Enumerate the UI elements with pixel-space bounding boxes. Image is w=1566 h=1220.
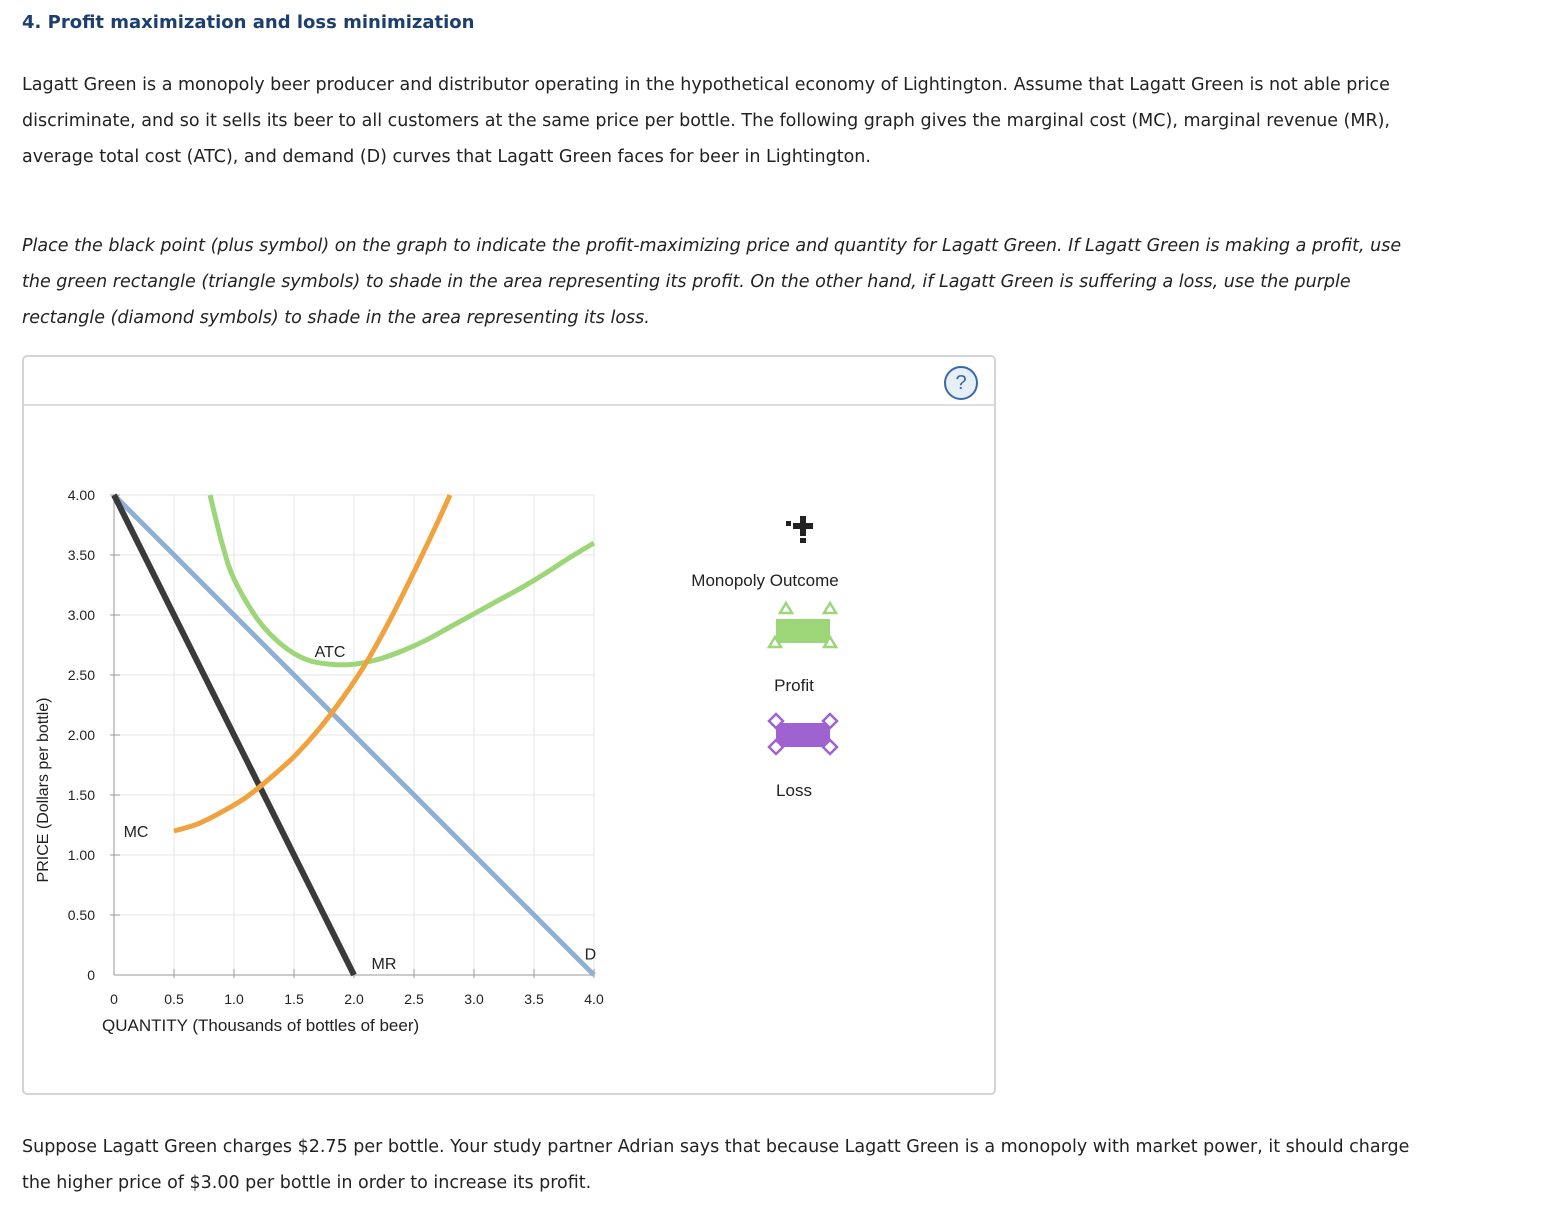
y-tick-label: 2.00 <box>67 727 95 743</box>
y-tick-label: 0 <box>87 967 95 983</box>
loss-rectangle-swatch <box>776 723 830 747</box>
x-tick-label: 0 <box>110 991 118 1007</box>
loss-rectangle-tool[interactable] <box>769 714 837 754</box>
curve-label-mc: MC <box>123 824 149 841</box>
y-tick-label: 1.00 <box>67 847 95 863</box>
triangle-icon <box>824 603 836 613</box>
profit-rectangle-swatch <box>776 619 830 643</box>
followup-paragraph: Suppose Lagatt Green charges $2.75 per bottle. Your study partner Adrian says that because Lagatt Green is a monopoly with market power, it should charge the higher price of $3.00 per bottle in order to increase its profit. <box>22 1137 1410 1193</box>
x-tick-label: 3.5 <box>524 991 544 1007</box>
plus-icon <box>793 516 813 536</box>
y-tick-label: 4.00 <box>67 487 95 503</box>
x-tick-label: 2.5 <box>404 991 424 1007</box>
series-atc-curve <box>210 495 594 665</box>
dot-icon <box>786 521 791 526</box>
curve-label-mr: MR <box>371 956 397 973</box>
x-tick-label: 3.0 <box>464 991 484 1007</box>
profit-rectangle-tool[interactable] <box>769 603 836 647</box>
triangle-icon <box>780 603 792 613</box>
curve-label-atc: ATC <box>314 644 346 661</box>
y-tick-label: 3.00 <box>67 607 95 623</box>
profit-label: Profit <box>774 676 814 695</box>
help-icon[interactable]: ? <box>944 366 978 400</box>
x-tick-label: 0.5 <box>164 991 184 1007</box>
x-axis-label: QUANTITY (Thousands of bottles of beer) <box>102 1016 420 1035</box>
curve-label-d: D <box>584 946 597 964</box>
y-tick-label: 2.50 <box>67 667 95 683</box>
x-tick-label: 2.0 <box>344 991 364 1007</box>
curve-labels <box>124 644 597 973</box>
dot-icon <box>800 538 806 543</box>
x-tick-label: 4.0 <box>584 991 604 1007</box>
monopoly-outcome-label: Monopoly Outcome <box>691 571 839 590</box>
monopoly-outcome-tool[interactable] <box>786 516 813 543</box>
loss-label: Loss <box>776 781 812 800</box>
question-title: 4. Profit maximization and loss minimization <box>22 12 475 33</box>
y-tick-label: 1.50 <box>67 787 95 803</box>
y-axis-label: PRICE (Dollars per bottle) <box>35 697 52 883</box>
y-tick-label: 3.50 <box>67 547 95 563</box>
x-tick-label: 1.0 <box>224 991 244 1007</box>
intro-paragraph: Lagatt Green is a monopoly beer producer and distributor operating in the hypothetical economy of Lightington. Assume that Lagatt Green is not able price discriminate, and so it sells its beer to all customers at the same price per bottle. The following graph gives the marginal cost (MC), marginal revenue (MR), average total cost (ATC), and demand (D) curves that Lagatt Green faces for beer in Lightington. <box>22 75 1390 167</box>
x-tick-label: 1.5 <box>284 991 304 1007</box>
y-tick-label: 0.50 <box>67 907 95 923</box>
instructions-paragraph: Place the black point (plus symbol) on the graph to indicate the profit-maximizing price and quantity for Lagatt Green. If Lagatt Green is making a profit, use the green rectangle (triangle symbols) to shade in the area representing its profit. On the other hand, if Lagatt Green is suffering a loss, use the purple rectangle (diamond symbols) to shade in the area representing its loss. <box>22 236 1402 328</box>
